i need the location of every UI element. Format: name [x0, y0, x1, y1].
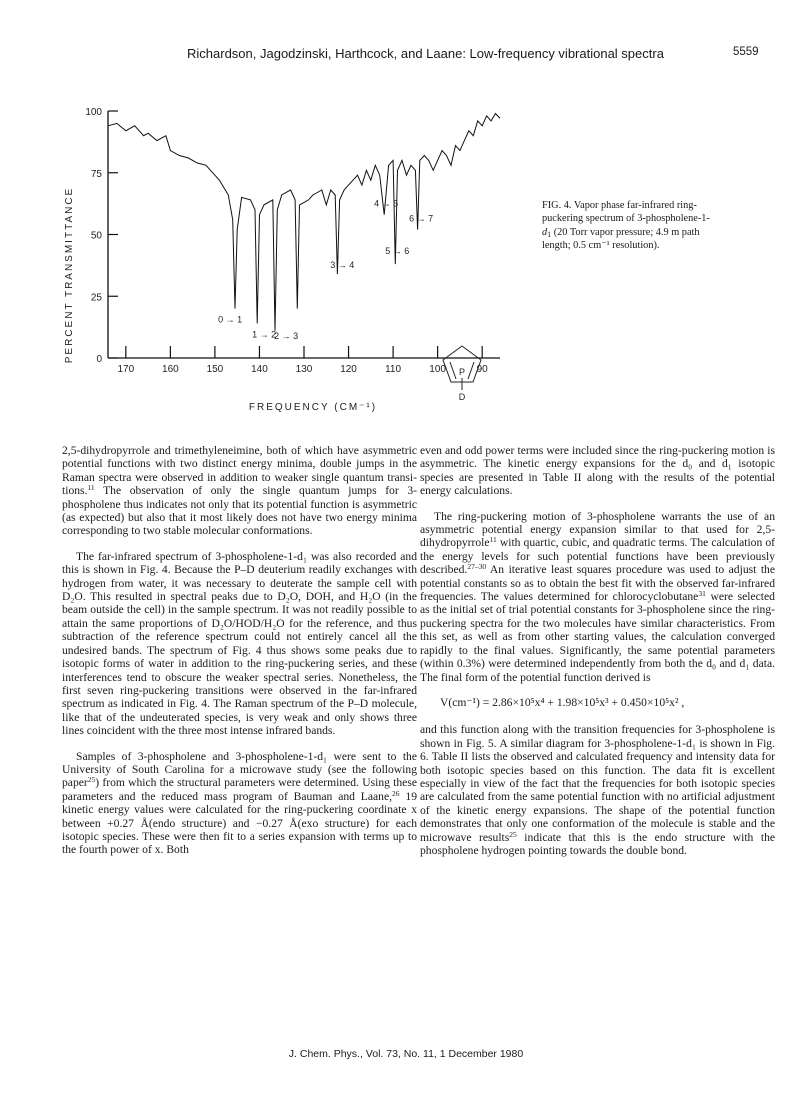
transition-label: 5 → 6 [385, 246, 410, 257]
caption-text-end: (20 Torr vapor pressure; 4.9 m path length; 0.5 cm⁻¹ resolution). [542, 226, 700, 251]
y-tick-label: 50 [90, 230, 102, 242]
citation: 25 [87, 775, 96, 785]
paragraph-text: 19 kinetic energy values were calculated for the ring-puckering coordinate x between +0.27 Å(endo structure) and −0.27 Å(exo structure) for each isotopic species. These were then fit to a series expansion with terms up to the fourth power of x. Both [62, 789, 417, 857]
y-tick-label: 25 [90, 292, 102, 304]
x-tick-label: 170 [117, 364, 135, 375]
paragraph-text: Samples of 3-phospholene and 3-phospholene-1-d₁ were sent to the University of South Carolina for a microwave study (see the following paper [62, 749, 417, 790]
figure-caption [542, 199, 717, 252]
running-header [0, 46, 812, 66]
ir-spectrum-figure [0, 85, 530, 425]
citation: 25 [509, 829, 517, 839]
spectrum-line [108, 114, 500, 331]
transition-label: 2 → 3 [274, 330, 299, 341]
paragraph-text: were selected as the initial set of trial potential constants for 3-phospholene since the ring-puckering spectra for the two molecules have similar characteristics. From this set, as well as from other starting values, the calculation converged rapidly to the final values. Significantly, the same potential parameters (within 0.3%) were determined independently from both the d₀ and d₁ data. The final form of the potential function derived is [420, 590, 775, 684]
y-tick-label: 0 [96, 354, 102, 365]
citation: 11 [489, 535, 497, 545]
transition-label: 1 → 2 [252, 329, 277, 340]
paragraph: even and odd power terms were included since the ring-puckering motion is asymmetric. The kinetic energy expansions for the d₀ and d₁ isotopic species are presented in Table II along with the results of the potential energy calculations. [420, 444, 775, 498]
citation: 27–30 [467, 562, 487, 572]
paragraph-text: An iterative least squares procedure was used to adjust the potential constants so as to obtain the best fit with the observed far-infrared frequencies. The values determined for chlorocyclobutane [420, 563, 775, 604]
paragraph [62, 444, 417, 538]
transition-label: 6 → 7 [409, 213, 434, 224]
x-tick-label: 120 [340, 364, 357, 375]
paragraph: The far-infrared spectrum of 3-phospholene-1-d₁ was also recorded and this is shown in Fig. 4. Because the P–D deuterium readily exchanges with hydrogen from water, it was necessary to deuterate the sample cell with D₂O. This resulted in spectral peaks due to D₂O, DOH, and H₂O (in the beam outside the cell) in the sample spectrum. It was not readily possible to attain the same proportions of D₂O/HOD/H₂O for the reference, and thus subtraction of the reference spectrum could not entirely cancel all the undesired bands. The spectrum of Fig. 4 thus shows some peaks due to isotopic forms of water in addition to the ring-puckering series, and these interferences tend to obscure the weaker spectral series. Nonetheless, the first seven ring-puckering transitions were observed in the far-infrared spectrum as indicated in Fig. 4. The Raman spectrum of the P–D molecule, like that of the undeuterated species, is very weak and only shows three lines coincident with the three most intense infrared bands. [62, 549, 417, 738]
caption-d-symbol: d [542, 226, 548, 238]
citation: 31 [698, 589, 706, 599]
paragraph-text: The observation of only the single quantum jumps for 3-phospholene thus indicates not only that its potential function is asymmetric (as expected) but also that it most likely does not have two energy minima corresponding to two stable molecular conformations. [62, 484, 417, 538]
right-column [420, 444, 775, 869]
paragraph [420, 723, 775, 857]
paragraph-text: with quartic, cubic, and quadratic terms. The calculation of the energy levels for such potential functions have been previously described. [420, 536, 775, 577]
y-tick-label: 75 [90, 168, 102, 180]
left-column [62, 444, 417, 869]
potential-equation: V(cm⁻¹) = 2.86×10⁵x⁴ + 1.98×10⁵x³ + 0.450×10⁵x² , [440, 695, 685, 709]
figure-label: FIG. 4. [542, 200, 572, 211]
x-tick-label: 110 [385, 364, 402, 375]
page-number: 5559 [733, 46, 759, 58]
chart-axes [108, 111, 500, 358]
transition-label: 4 → 5 [374, 198, 399, 209]
journal-footer: J. Chem. Phys., Vol. 73, No. 11, 1 December 1980 [288, 1048, 524, 1060]
x-axis-label: FREQUENCY (CM⁻¹) [248, 402, 378, 413]
caption-d-subscript: 1 [547, 229, 552, 239]
running-title: Richardson, Jagodzinski, Harthcock, and Laane: Low-frequency vibrational spectra [187, 46, 664, 61]
transition-label: 0 → 1 [218, 314, 243, 325]
paragraph-text: indicate that this is the endo structure with the phospholene hydrogen pointing towards the double bond. [420, 830, 776, 857]
x-tick-label: 100 [429, 364, 446, 375]
molecule-deuterium-label: D [458, 392, 466, 402]
y-tick-label: 100 [85, 107, 102, 118]
paragraph [62, 750, 417, 857]
x-tick-label: 130 [295, 364, 313, 375]
x-tick-label: 160 [162, 364, 179, 375]
citation: 11 [87, 483, 95, 493]
transition-markers [218, 199, 433, 341]
paragraph-text: ) from which the structural parameters were determined. Using these parameters and the reduced mass program of Bauman and Laane, [62, 776, 417, 803]
molecule-phosphorus-label: P [458, 367, 466, 377]
citation: 26 [392, 788, 400, 798]
paragraph-text: 2,5-dihydropyrrole and trimethyleneimine, both of which have asymmetric potential functions with two distinct energy minima, double jumps in the Raman spectra were observed in addition to weaker single quantum transitions. [62, 444, 417, 498]
paragraph [420, 510, 775, 684]
paragraph-text: and this function along with the transition frequencies for 3-phospholene is shown in Fig. 5. A similar diagram for 3-phospholene-1-d₁ is shown in Fig. 6. Table II lists the observed and calculated frequency and intensity data for both isotopic species based on this function. The data fit is excellent especially in view of the fact that the frequencies for both isotopic species are calculated from the same potential function with no artificial adjustment of the kinetic energy expansions. The shape of the potential function demonstrates that only one conformation of the molecule is stable and the microwave results [420, 723, 775, 844]
phospholene-structure-icon [443, 346, 481, 402]
paragraph-text: The ring-puckering motion of 3-phospholene warrants the use of an asymmetric potential energy expansion similar to that used for 2,5-dihydropyrrole [420, 509, 775, 550]
transition-label: 3 → 4 [330, 260, 355, 271]
x-tick-label: 140 [251, 364, 268, 375]
caption-text: Vapor phase far-infrared ring-puckering spectrum of 3-phospholene-1- [542, 200, 710, 225]
y-axis-label: PERCENT TRANSMITTANCE [64, 186, 75, 364]
spectrum-trace [108, 114, 500, 331]
x-tick-label: 150 [206, 364, 224, 375]
x-tick-label: 90 [476, 364, 488, 375]
